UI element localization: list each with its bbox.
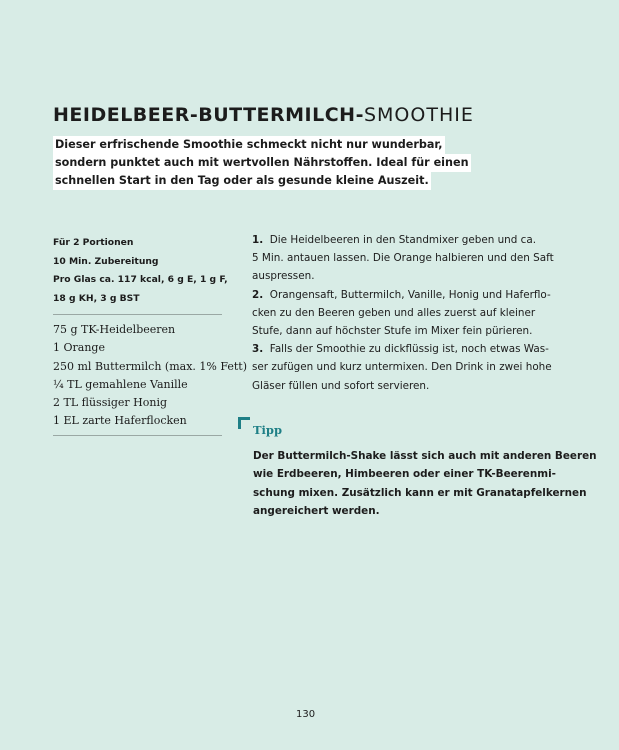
ingredient-item: 1 Orange xyxy=(53,341,105,355)
recipe-title xyxy=(53,104,474,126)
portions: Für 2 Portionen xyxy=(53,237,134,248)
recipe-title-bold: HEIDELBEER-BUTTERMILCH- xyxy=(53,104,364,126)
divider xyxy=(53,435,222,436)
step-text: Stufe, dann auf höchster Stufe im Mixer fein pürieren. xyxy=(252,325,533,338)
ingredient-list xyxy=(53,321,248,431)
step-text: 5 Min. antauen lassen. Die Orange halbieren und den Saft xyxy=(252,252,554,265)
tip-corner-mark xyxy=(238,417,250,429)
tip-line: angereichert werden. xyxy=(253,504,380,517)
step-text: Orangensaft, Buttermilch, Vanille, Honig und Haferflo- xyxy=(269,288,551,301)
intro-text xyxy=(53,136,469,190)
step-text: Falls der Smoothie zu dickflüssig ist, noch etwas Was- xyxy=(269,343,549,356)
step-text: auspressen. xyxy=(252,270,315,283)
page-number: 130 xyxy=(296,709,316,720)
step-text: Gläser füllen und sofort servieren. xyxy=(252,379,430,392)
tip-line: Der Buttermilch-Shake lässt sich auch mit anderen Beeren xyxy=(253,450,597,462)
step-line xyxy=(252,340,562,358)
tip-title: Tipp xyxy=(253,423,283,437)
step-text: Die Heidelbeeren in den Standmixer geben und ca. xyxy=(269,234,537,246)
tip-text xyxy=(253,447,597,520)
step-number: 3. xyxy=(252,343,264,356)
preparation-steps xyxy=(252,231,562,395)
step-number: 1. xyxy=(252,234,264,246)
intro-line: Dieser erfrischende Smoothie schmeckt nicht nur wunderbar, xyxy=(53,136,445,154)
ingredient-item: 1 EL zarte Haferflocken xyxy=(53,414,187,428)
tip-line: wie Erdbeeren, Himbeeren oder einer TK-Beerenmi- xyxy=(253,468,556,481)
intro-line: sondern punktet auch mit wertvollen Nährstoffen. Ideal für einen xyxy=(53,154,471,172)
recipe-title-light: SMOOTHIE xyxy=(363,104,474,126)
step-line xyxy=(252,286,562,304)
step-text: ser zufügen und kurz untermixen. Den Drink in zwei hohe xyxy=(252,361,552,374)
ingredient-item: 75 g TK-Heidelbeeren xyxy=(53,323,176,336)
nutrition-line-1: Pro Glas ca. 117 kcal, 6 g E, 1 g F, xyxy=(53,274,228,285)
divider xyxy=(53,314,222,315)
step-number: 2. xyxy=(252,288,264,301)
ingredient-item: 250 ml Buttermilch (max. 1% Fett) xyxy=(53,359,248,373)
intro-line: schnellen Start in den Tag oder als gesunde kleine Auszeit. xyxy=(53,172,431,190)
step-text: cken zu den Beeren geben und alles zuerst auf kleiner xyxy=(252,306,536,319)
recipe-meta xyxy=(53,234,228,308)
step-line xyxy=(252,231,562,249)
ingredient-item: ¼ TL gemahlene Vanille xyxy=(53,377,188,391)
ingredient-item: 2 TL flüssiger Honig xyxy=(53,396,168,410)
tip-line: schung mixen. Zusätzlich kann er mit Granatapfelkernen xyxy=(253,486,587,499)
nutrition-line-2: 18 g KH, 3 g BST xyxy=(53,292,140,304)
prep-time: 10 Min. Zubereitung xyxy=(53,255,159,267)
